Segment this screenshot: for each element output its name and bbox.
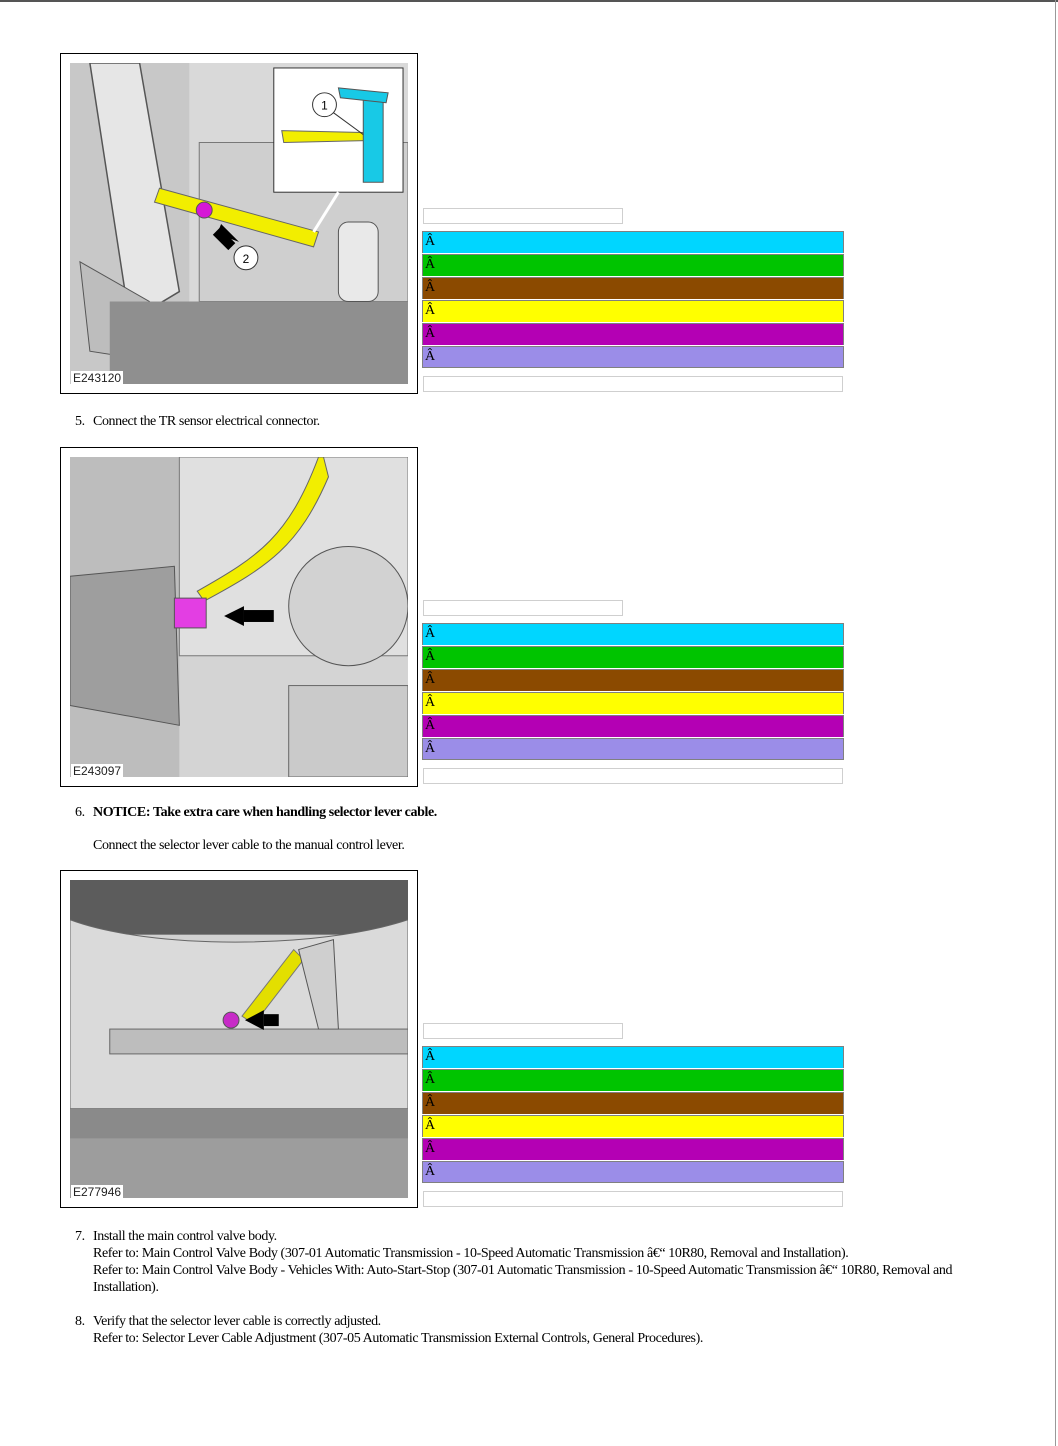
legend-row-brown: Â	[422, 669, 844, 691]
legend-row-yellow: Â	[422, 1115, 844, 1137]
reference-link[interactable]: Refer to: Main Control Valve Body (307-01 Automatic Transmission - 10-Speed Automatic Transmission â€“ 10R80, Removal and Installation).	[93, 1246, 849, 1261]
legend-row-lavender: Â	[422, 346, 844, 368]
step-5	[75, 413, 995, 430]
step-8	[75, 1313, 995, 1346]
legend-row-green: Â	[422, 254, 844, 276]
legend-row-cyan: Â	[422, 231, 844, 253]
illustration-tr-connector	[70, 457, 408, 777]
legend-header-blank	[423, 208, 623, 224]
page-right-border	[1055, 0, 1056, 1446]
step-body	[93, 1228, 993, 1296]
legend-row-yellow: Â	[422, 692, 844, 714]
color-legend	[422, 231, 844, 369]
illustration-tr-sensor-install	[70, 63, 408, 384]
figure-id: E243120	[73, 371, 122, 385]
step-number: 7.	[75, 1229, 85, 1244]
step-text: Install the main control valve body.	[93, 1229, 277, 1244]
step-7	[75, 1228, 995, 1300]
legend-footer-blank	[423, 376, 843, 392]
legend-row-lavender: Â	[422, 738, 844, 760]
legend-row-cyan: Â	[422, 623, 844, 645]
legend-row-brown: Â	[422, 1092, 844, 1114]
step-body	[93, 1313, 993, 1347]
legend-header-blank	[423, 600, 623, 616]
notice-text: NOTICE: Take extra care when handling selector lever cable.	[93, 805, 437, 820]
figure-id: E277946	[73, 1185, 122, 1199]
legend-row-lavender: Â	[422, 1161, 844, 1183]
reference-link[interactable]: Refer to: Selector Lever Cable Adjustment (307-05 Automatic Transmission External Controls, General Procedures).	[93, 1331, 703, 1346]
step-text: Connect the selector lever cable to the manual control lever.	[93, 838, 405, 853]
legend-footer-blank	[423, 1191, 843, 1207]
figure-e277946	[60, 870, 418, 1208]
step-number: 5.	[75, 414, 85, 429]
color-legend	[422, 1046, 844, 1184]
figure-id: E243097	[73, 764, 122, 778]
legend-footer-blank	[423, 768, 843, 784]
legend-row-green: Â	[422, 646, 844, 668]
callout-2: 2	[242, 251, 250, 266]
legend-row-brown: Â	[422, 277, 844, 299]
figure-e243097	[60, 447, 418, 787]
illustration-selector-cable	[70, 880, 408, 1198]
step-number: 6.	[75, 805, 85, 820]
legend-row-yellow: Â	[422, 300, 844, 322]
step-6	[75, 804, 995, 864]
step-text: Connect the TR sensor electrical connector.	[93, 414, 320, 429]
legend-row-cyan: Â	[422, 1046, 844, 1068]
step-number: 8.	[75, 1314, 85, 1329]
page-top-border	[0, 0, 1058, 2]
reference-link[interactable]: Refer to: Main Control Valve Body - Vehicles With: Auto-Start-Stop (307-01 Automatic Transmission - 10-Speed Automatic Transmission â€“ 10R80, Removal and Installation).	[93, 1263, 953, 1295]
legend-row-magenta: Â	[422, 323, 844, 345]
color-legend	[422, 623, 844, 761]
callout-1: 1	[321, 98, 328, 113]
legend-row-green: Â	[422, 1069, 844, 1091]
legend-row-magenta: Â	[422, 715, 844, 737]
legend-header-blank	[423, 1023, 623, 1039]
figure-e243120	[60, 53, 418, 394]
legend-row-magenta: Â	[422, 1138, 844, 1160]
step-text: Verify that the selector lever cable is correctly adjusted.	[93, 1314, 381, 1329]
step-body	[93, 804, 993, 854]
